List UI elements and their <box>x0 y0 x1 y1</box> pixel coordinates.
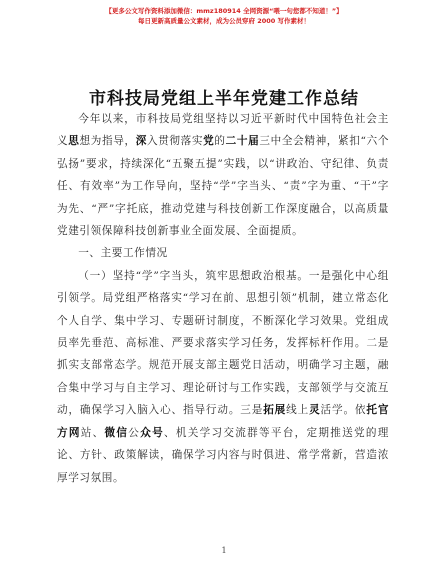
intro-text-1: 今年以来，市科技局党组坚持以习近平新时代中国特色社会主义 <box>57 113 389 148</box>
intro-paragraph <box>57 108 389 242</box>
intro-text-5: 三中全会精神，紧扣“六个弘扬”要求，持续深化“五聚五提”实践，以“讲政治、守纪律、负责任、有效率”为工作导向，坚持“学”字当头、“责”字为重、“干”字为先、“严”字托底，推动党建与科技创新工作深度融合，以高质量党建引领保障科技创新事业全面发展、全面提质。 <box>57 135 390 238</box>
intro-text-4: 的 <box>214 135 226 148</box>
promo-banner <box>0 6 448 26</box>
item-1-paragraph <box>57 265 389 489</box>
intro-bold-3: 党 <box>203 135 215 148</box>
intro-text-2: 想为指导， <box>79 135 136 148</box>
document-title: 市科技局党组上半年党建工作总结 <box>89 89 359 109</box>
promo-banner-line-2: 每日更新高质量公文素材，成为公员穿府 2000 写作素材！ <box>137 17 311 25</box>
item-1-bold-2: 灵 <box>309 404 321 417</box>
intro-bold-1: 思 <box>68 135 80 148</box>
item-1-bold-3: 托官方网 <box>57 404 390 439</box>
item-1-bold-1: 拓展 <box>263 404 287 417</box>
item-1-text-3: 活学。依 <box>320 404 367 417</box>
item-1-bold-5: 众号 <box>140 426 164 439</box>
item-1-text-6: 、机关学习交流群等平台，定期推送党的理论、方针、政策解读，确保学习内容与时俱进、常学常新，营造浓厚学习氛围。 <box>57 426 389 484</box>
item-1-text-2: 线上 <box>286 404 310 417</box>
intro-text-3: 入贯彻落实 <box>146 135 204 148</box>
item-1-text-5: 公 <box>128 426 141 439</box>
intro-bold-2: 深 <box>135 135 147 148</box>
page-number: 1 <box>221 546 227 555</box>
promo-banner-line-1: 【更多公文写作资料添加微信：mmz180914 全网资源“喂一句您都不知道！”】 <box>105 7 343 15</box>
intro-bold-4: 二十届 <box>225 135 260 148</box>
item-1-bold-4: 微信 <box>104 426 129 439</box>
item-1-text-4: 站、 <box>80 426 105 439</box>
section-heading-main-work: 一、主要工作情况 <box>78 247 168 260</box>
item-1-text-1: （一）坚持“学”字当头，筑牢思想政治根基。一是强化中心组引领学。局党组严格落实“学习在前、思想引领”机制，建立常态化个人自学、集中学习、专题研讨制度，不断深化学习效果。党组成员率先垂范、高标准、严要求落实学习任务，发挥标杆作用。二是抓实支部常态学。规范开展支部主题党日活动，明确学习主题，融合集中学习与自主学习、理论研讨与工作实践，支部领学与交流互动，确保学习入脑入心、指导行动。三是 <box>57 269 389 417</box>
document-body <box>57 108 389 489</box>
